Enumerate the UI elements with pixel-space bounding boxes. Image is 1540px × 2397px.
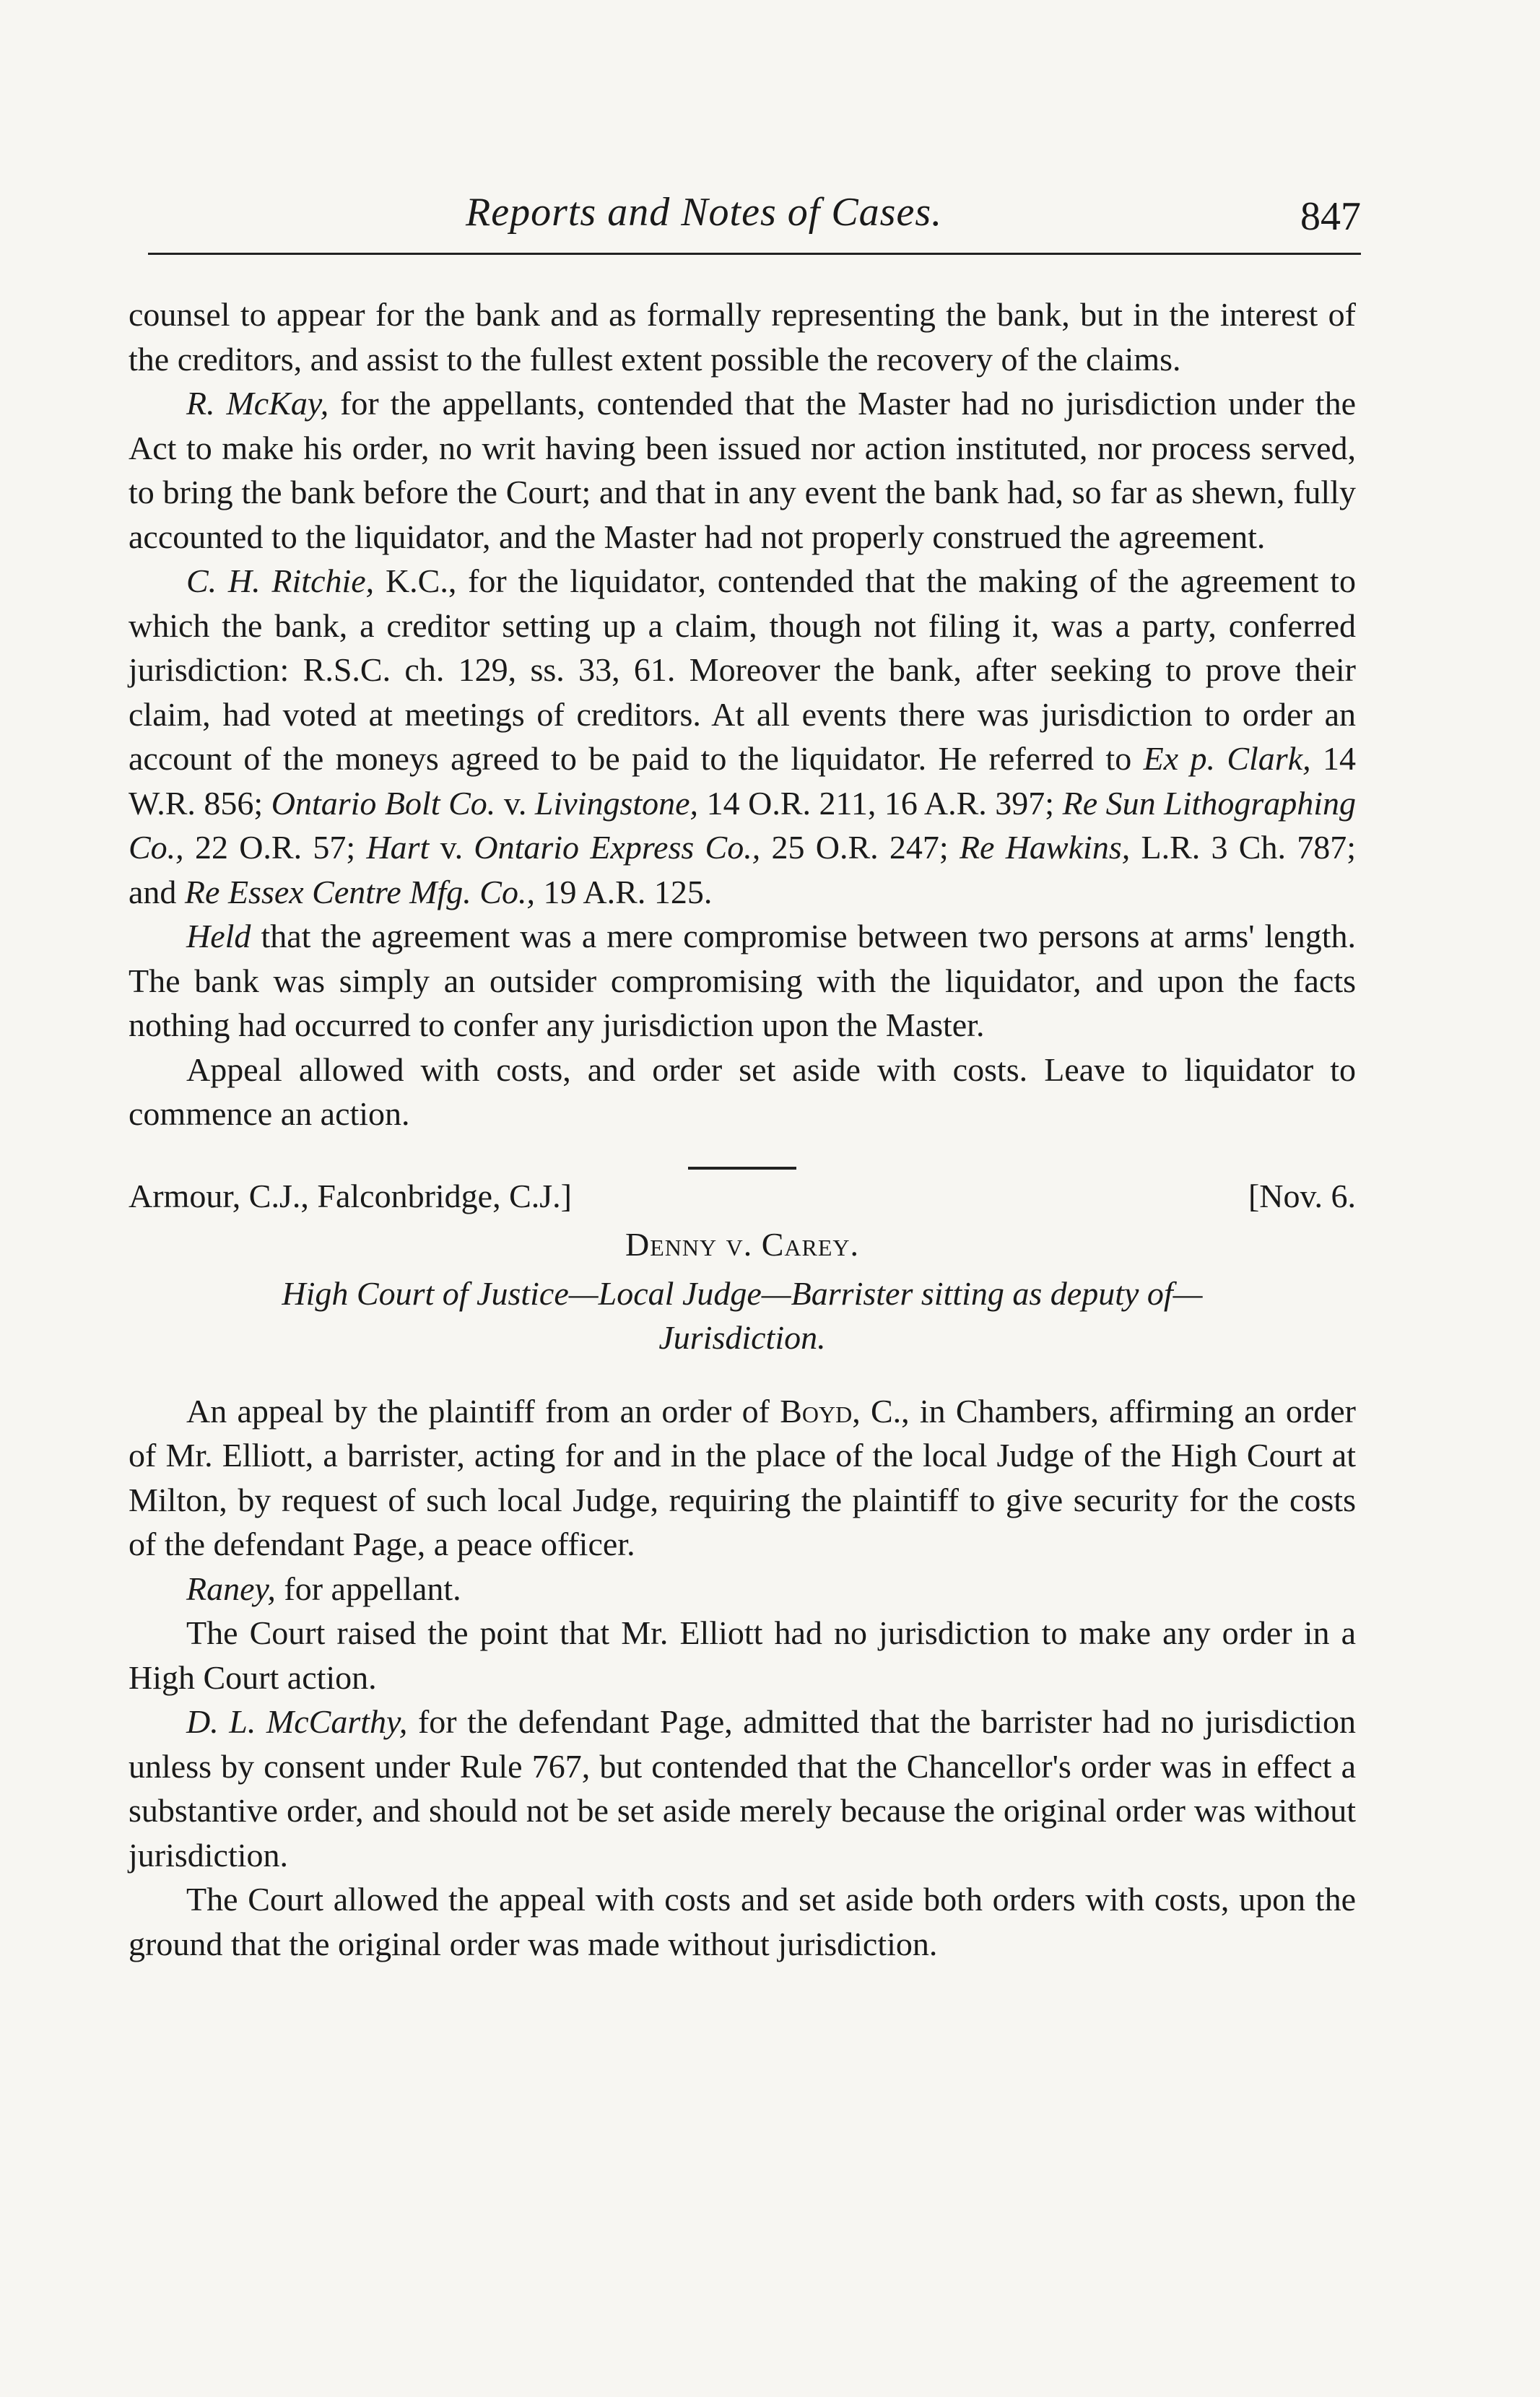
counsel-name: D. L. McCarthy, xyxy=(186,1703,408,1740)
citation-ref: 25 O.R. 247; xyxy=(760,829,960,866)
running-head xyxy=(148,189,1361,247)
paragraph-disposition: Appeal allowed with costs, and order set aside with costs. Leave to liquidator to commence an action. xyxy=(129,1050,1356,1132)
citation-case: Re Sun Lithographing Co., xyxy=(129,784,1357,866)
paragraph-raney xyxy=(129,1567,1356,1611)
citation-ref: 14 O.R. 211, 16 A.R. 397; xyxy=(698,784,1063,822)
citation-versus: v. xyxy=(429,829,474,866)
counsel-name: Raney, xyxy=(186,1570,276,1607)
case-title: Denny v. Carey. xyxy=(625,1226,859,1263)
judges-line xyxy=(129,1174,1356,1219)
paragraph-text: for appellant. xyxy=(275,1570,461,1607)
judges: Armour, C.J., Falconbridge, C.J.] xyxy=(129,1177,572,1214)
paragraph-text: for the defendant Page, admitted that the barrister had no jurisdiction unless by consent under Rule 767, but contended that the Chancellor's order was in effect a substantive order, and should not be set aside merely because the original order was without jurisdiction. xyxy=(129,1703,1357,1874)
section-divider xyxy=(688,1167,796,1170)
citation-case: Ontario Bolt Co. xyxy=(271,784,496,822)
running-title: Reports and Notes of Cases. xyxy=(466,190,943,235)
paragraph-ritchie xyxy=(129,559,1356,914)
citation-case: Ontario Express Co., xyxy=(474,829,761,866)
counsel-name: R. McKay, xyxy=(186,385,329,422)
citation-case: Ex p. Clark, xyxy=(1143,740,1311,777)
paragraph-held xyxy=(129,914,1356,1048)
paragraph-counsel: counsel to appear for the bank and as formally representing the bank, but in the interest of the creditors, and assist to the fullest extent possible the recovery of the claims. xyxy=(129,296,1356,378)
header-rule xyxy=(148,253,1361,255)
citation-case: Re Hawkins, xyxy=(959,829,1131,866)
counsel-name: C. H. Ritchie, xyxy=(186,562,375,599)
paragraph-mccarthy xyxy=(129,1700,1356,1877)
headnote-line: High Court of Justice—Local Judge—Barrister sitting as deputy of— xyxy=(282,1274,1203,1312)
page-body xyxy=(129,292,1356,1966)
paragraph-text: that the agreement was a mere compromise between two persons at arms' length. The bank was simply an outsider compromising with the liquidator, and upon the facts nothing had occurred to confer any jurisdiction upon the Master. xyxy=(129,918,1356,1043)
citation-versus: v. xyxy=(495,784,535,822)
paragraph-text: K.C., for the liquidator, contended that the making of the agreement to which the bank, a creditor setting up a claim, though not filing it, was a party, conferred jurisdiction: R.S.C. ch. 129, ss. 33, 61. Moreover the bank, after seeking to prove their claim, had voted at meetings of creditors. At all events there was jurisdiction to order an account of the moneys agreed to be paid to the liquidator. He referred to xyxy=(129,562,1356,777)
citation-case: Livingstone, xyxy=(534,784,699,822)
paragraph-text: , C., in Chambers, affirming an order of Mr. Elliott, a barrister, acting for and in the place of the local Judge of the High Court at Milton, by request of such local Judge, requiring the plaintiff to give security for the costs of the defendant Page, a peace officer. xyxy=(129,1392,1356,1562)
decision-date: [Nov. 6. xyxy=(1248,1177,1356,1214)
headnote-line: Jurisdiction. xyxy=(658,1319,826,1356)
paragraph-text: for the appellants, contended that the Master had no jurisdiction under the Act to make his order, no writ having been issued nor action instituted, nor process served, to bring the bank before the Court; and that in any event the bank had, so far as shewn, fully accounted to the liquidator, and the Master had not properly construed the agreement. xyxy=(129,385,1357,555)
citation-ref: 14 W.R. 856; xyxy=(129,740,1356,822)
headnote xyxy=(129,1271,1356,1360)
paragraph-text: An appeal by the plaintiff from an order of xyxy=(186,1392,780,1430)
paragraph-court-point: The Court raised the point that Mr. Elliott had no jurisdiction to make any order in a High Court action. xyxy=(129,1614,1356,1696)
citation-ref: 19 A.R. 125. xyxy=(534,873,713,910)
judge-name: Boyd xyxy=(780,1392,853,1430)
page-number: 847 xyxy=(1300,194,1361,239)
paragraph-judgment: The Court allowed the appeal with costs and set aside both orders with costs, upon the ground that the original order was made without jurisdiction. xyxy=(129,1881,1356,1962)
citation-ref: 22 O.R. 57; xyxy=(183,829,367,866)
paragraph-appeal xyxy=(129,1389,1356,1567)
paragraph-mckay xyxy=(129,381,1356,559)
citation-case: Hart xyxy=(366,829,430,866)
held-label: Held xyxy=(186,918,251,954)
citation-case: Re Essex Centre Mfg. Co., xyxy=(184,873,535,910)
citation-ref: L.R. 3 Ch. 787; and xyxy=(129,829,1357,910)
